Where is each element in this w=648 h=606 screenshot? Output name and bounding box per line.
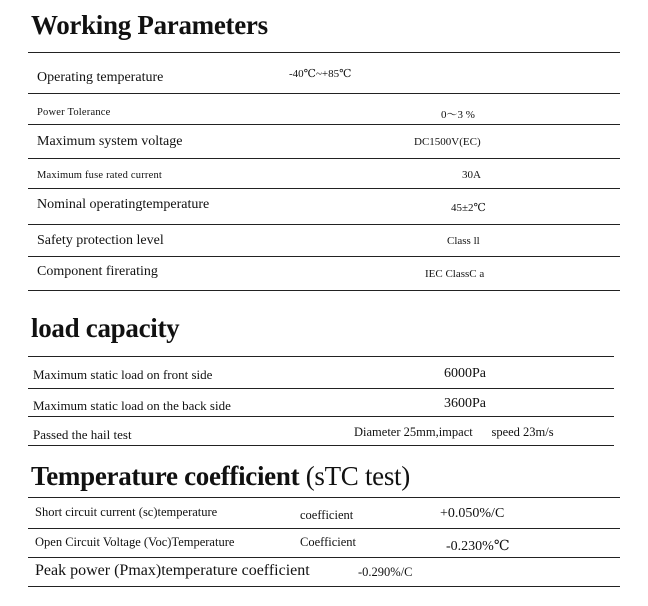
row-label-operating-temperature: Operating temperature (37, 70, 164, 85)
section-title-bold: Temperature coefficient (31, 461, 300, 491)
row-mid-open-circuit-voltage: Coefficient (300, 535, 356, 549)
row-label-safety-protection-level: Safety protection level (37, 233, 164, 248)
row-value-max-fuse-rated-current: 30A (462, 169, 481, 181)
divider (28, 52, 620, 53)
row-label-peak-power: Peak power (Pmax)temperature coefficient (35, 562, 310, 579)
divider (28, 586, 620, 587)
divider (28, 416, 614, 417)
row-value-peak-power: -0.290%/C (358, 565, 413, 579)
row-value-short-circuit-current: +0.050%/C (440, 506, 505, 521)
row-value-hail-test: Diameter 25mm,impact speed 23m/s (354, 425, 554, 439)
row-value-operating-temperature: -40℃~+85℃ (289, 68, 352, 80)
divider (28, 388, 614, 389)
row-label-max-system-voltage: Maximum system voltage (37, 134, 183, 149)
divider (28, 290, 620, 291)
row-value-static-load-back: 3600Pa (444, 396, 486, 411)
row-label-nominal-operating-temperature: Nominal operatingtemperature (37, 197, 210, 212)
divider (28, 158, 620, 159)
divider (28, 188, 620, 189)
divider (28, 497, 620, 498)
row-value-component-firerating: IEC ClassC a (425, 268, 485, 280)
divider (28, 93, 620, 94)
divider (28, 557, 620, 558)
section-title-load-capacity: load capacity (31, 313, 180, 343)
row-value-safety-protection-level: Class ll (447, 235, 480, 247)
divider (28, 356, 614, 357)
row-label-open-circuit-voltage: Open Circuit Voltage (Voc)Temperature (35, 535, 235, 549)
divider (28, 445, 614, 446)
row-value-power-tolerance: 0～3 % (441, 109, 475, 121)
row-label-power-tolerance: Power Tolerance (37, 107, 111, 118)
divider (28, 124, 620, 125)
row-value-open-circuit-voltage: -0.230%℃ (446, 539, 510, 554)
divider (28, 224, 620, 225)
row-label-static-load-back: Maximum static load on the back side (33, 398, 231, 413)
section-title-temperature-coefficient (31, 461, 410, 492)
row-mid-short-circuit-current: coefficient (300, 508, 354, 522)
row-value-max-system-voltage: DC1500V(EC) (414, 136, 481, 148)
divider (28, 256, 620, 257)
row-label-component-firerating: Component firerating (37, 264, 158, 279)
row-value-static-load-front: 6000Pa (444, 366, 486, 381)
row-label-short-circuit-current: Short circuit current (sc)temperature (35, 505, 218, 519)
divider (28, 528, 620, 529)
row-label-hail-test: Passed the hail test (33, 427, 132, 442)
section-title-working-parameters: Working Parameters (31, 10, 268, 40)
section-title-suffix: (sTC test) (299, 461, 410, 491)
row-label-max-fuse-rated-current: Maximum fuse rated current (37, 170, 163, 181)
row-label-static-load-front: Maximum static load on front side (33, 367, 213, 382)
row-value-nominal-operating-temperature: 45±2℃ (451, 202, 486, 214)
